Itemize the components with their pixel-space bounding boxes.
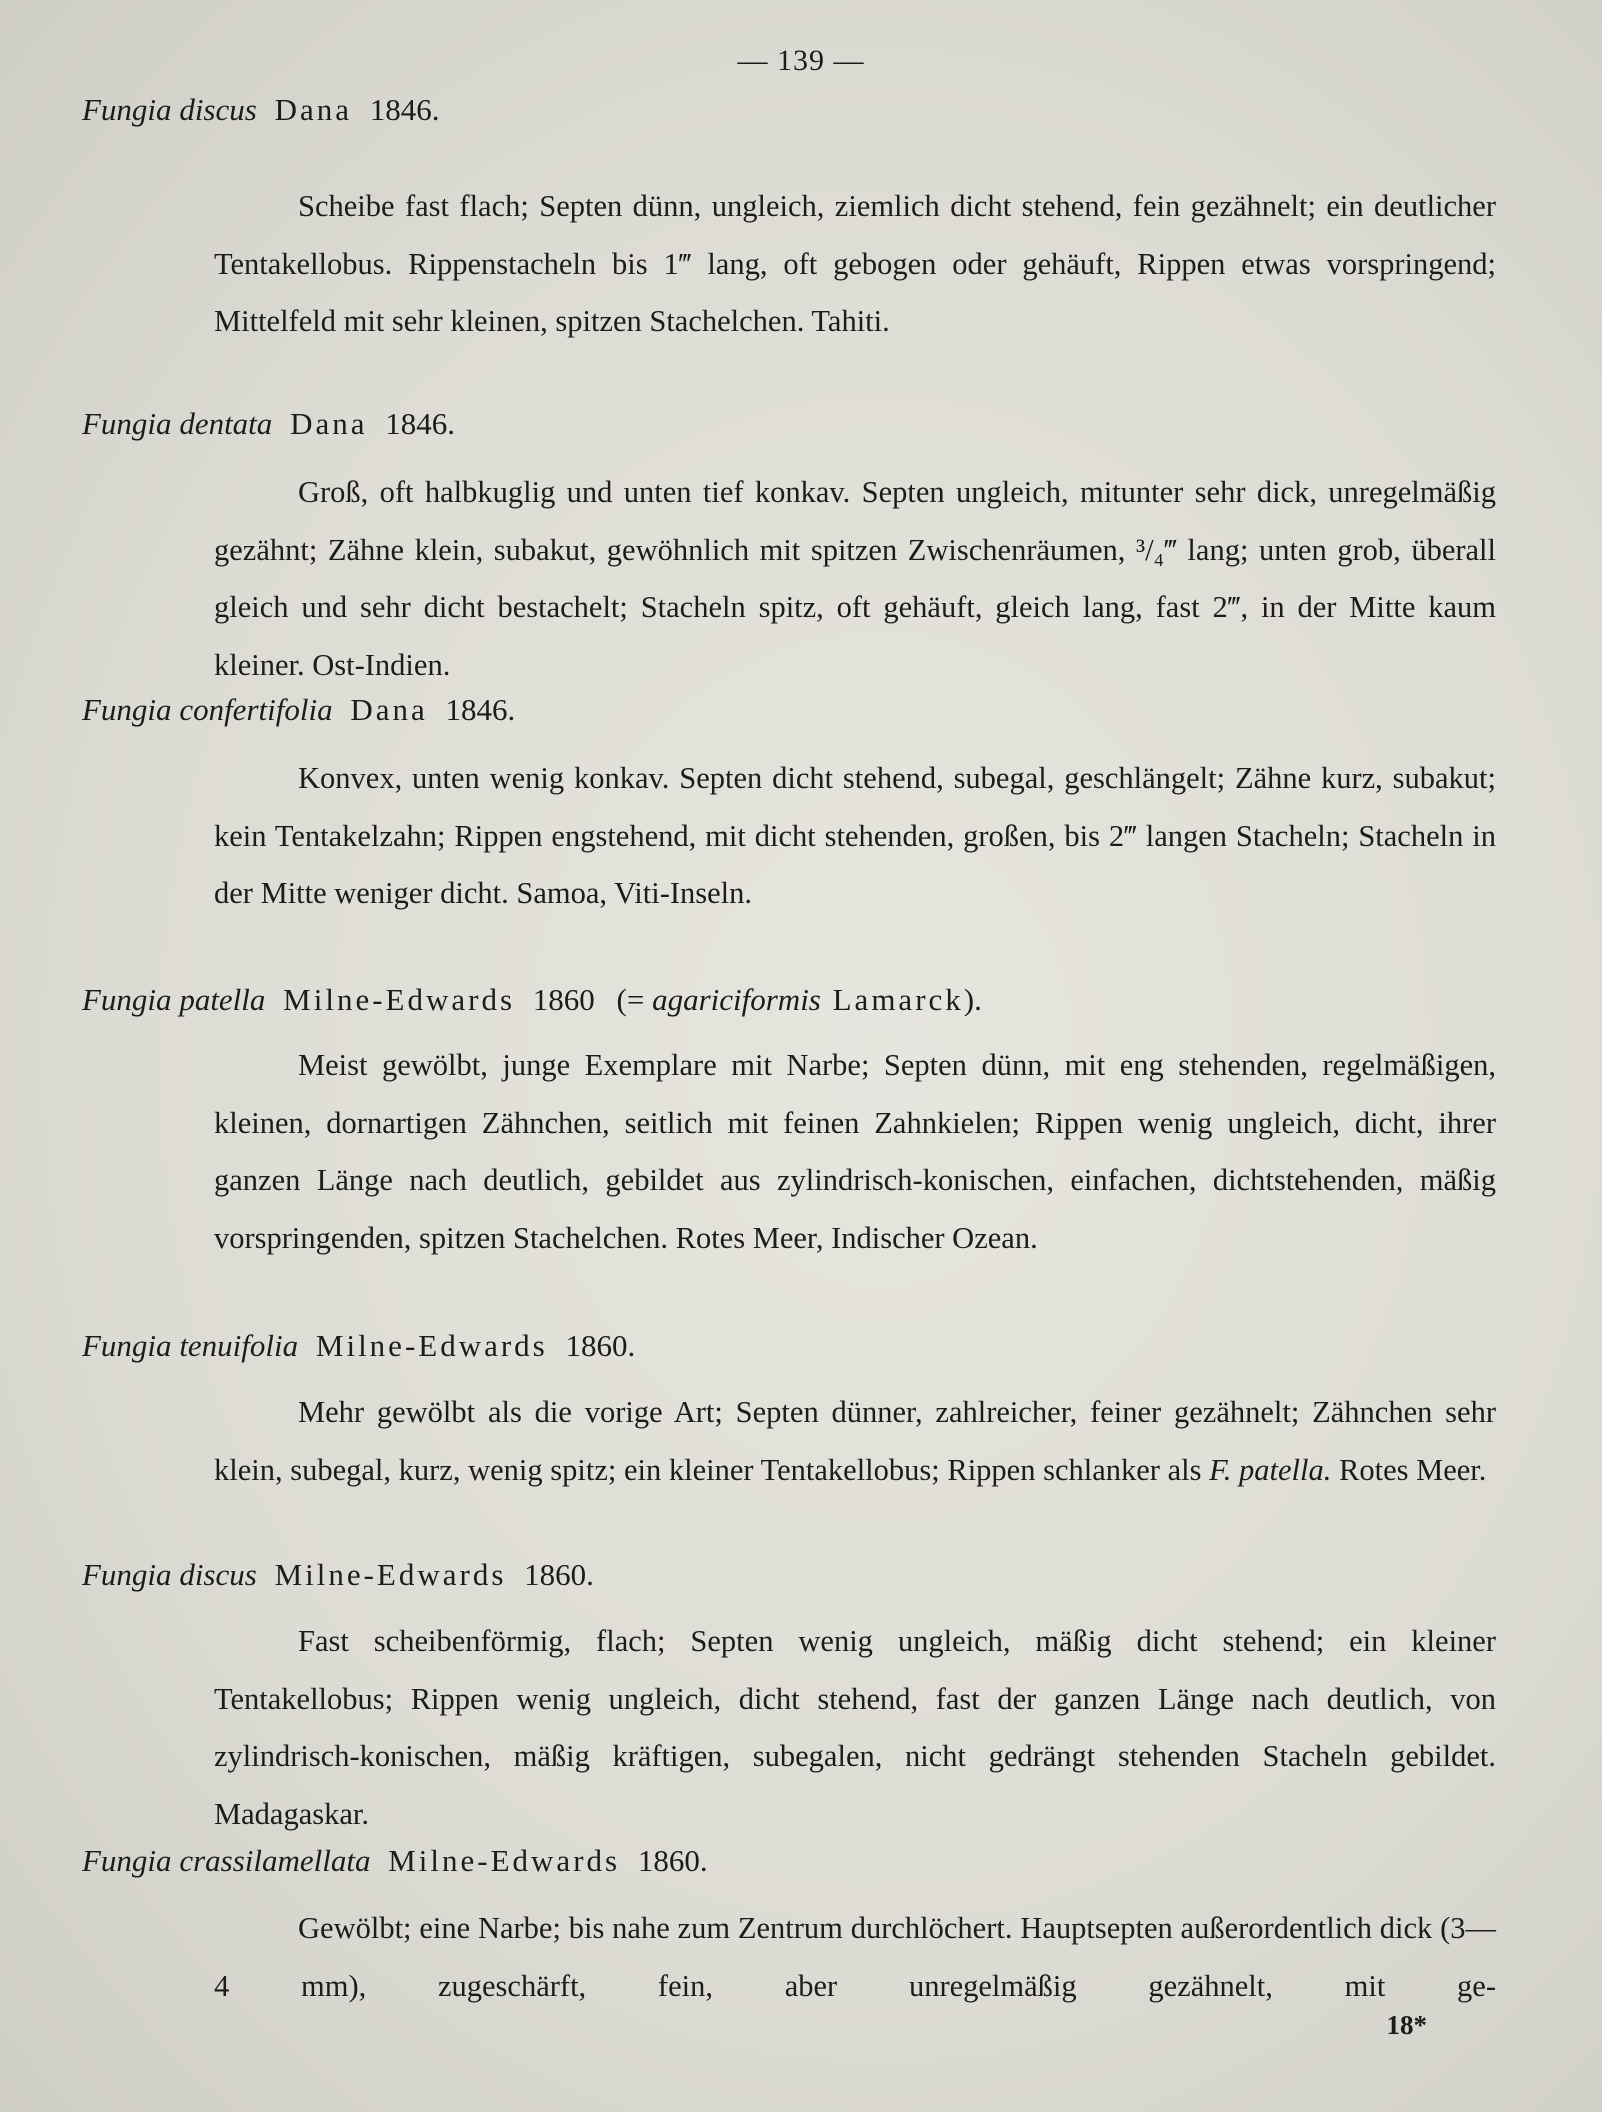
synonym-reference	[617, 982, 982, 1017]
species-epithet: discus	[179, 92, 257, 127]
paren-open: (=	[616, 982, 645, 1017]
author-name: Milne-Edwards	[283, 982, 516, 1017]
synonym-epithet: agariciformis	[652, 982, 821, 1017]
year: 1860.	[565, 1328, 636, 1363]
genus-name: Fungia	[82, 1328, 172, 1363]
species-heading	[82, 982, 982, 1018]
page-number: — 139 —	[737, 44, 865, 77]
author-name: Milne-Edwards	[315, 1328, 548, 1363]
species-reference: F. patella.	[1209, 1452, 1332, 1487]
synonym-author: Lamarck	[832, 982, 964, 1017]
author-name: Milne-Edwards	[274, 1557, 507, 1592]
species-description	[214, 1384, 1496, 1499]
year: 1860.	[524, 1557, 594, 1592]
author-name: Dana	[350, 692, 428, 727]
species-heading	[82, 406, 455, 442]
species-heading	[82, 692, 515, 728]
species-epithet: dentata	[179, 406, 273, 441]
year: 1860	[532, 982, 595, 1017]
species-description: Meist gewölbt, junge Exemplare mit Narbe; Septen dünn, mit eng stehenden, regelmäßigen, kleinen, dornartigen Zähnchen, seitlich mit feinen Zahnkielen; Rippen wenig ungleich, dicht, ihrer ganzen Länge nach deutlich, gebildet aus zylindrisch-konischen, einfachen, dichtstehenden, mäßig vorspringenden, spitzen Stachelchen. Rotes Meer, Indischer Ozean.	[214, 1048, 1496, 1255]
species-description: Gewölbt; eine Narbe; bis nahe zum Zentrum durchlöchert. Hauptsepten außerordentlich dick (3—4 mm), zugeschärft, fein, aber unregelmäßig gezähnelt, mit ge-	[214, 1911, 1496, 2003]
genus-name: Fungia	[82, 982, 172, 1017]
species-heading	[82, 1843, 708, 1879]
species-epithet: discus	[179, 1557, 257, 1592]
signature-mark: 18*	[1386, 2010, 1427, 2040]
species-description: Fast scheibenförmig, flach; Septen wenig ungleich, mäßig dicht stehend; ein kleiner Tentakellobus; Rippen wenig ungleich, dicht stehend, fast der ganzen Länge nach deutlich, von zylindrisch-konischen, mäßig kräftigen, subegalen, nicht gedrängt stehenden Stacheln gebildet. Madagaskar.	[214, 1624, 1496, 1831]
genus-name: Fungia	[82, 406, 172, 441]
year: 1846.	[445, 692, 516, 727]
genus-name: Fungia	[82, 1843, 172, 1878]
genus-name: Fungia	[82, 692, 172, 727]
description-text: Mehr gewölbt als die vorige Art; Septen dünner, zahlreicher, feiner gezähnelt; Zähnchen sehr klein, subegal, kurz, wenig spitz; ein kleiner Tentakellobus; Rippen schlanker als	[214, 1395, 1496, 1487]
species-description: Scheibe fast flach; Septen dünn, ungleich, ziemlich dicht stehend, fein gezähnelt; ein deutlicher Tentakellobus. Rippenstacheln bis 1‴ lang, oft gebogen oder gehäuft, Rippen etwas vorspringend; Mittelfeld mit sehr kleinen, spitzen Stachelchen. Tahiti.	[214, 189, 1496, 338]
species-description: Groß, oft halbkuglig und unten tief konkav. Septen ungleich, mitunter sehr dick, unregelmäßig gezähnt; Zähne klein, subakut, gewöhnlich mit spitzen Zwischenräumen, ³/₄‴ lang; unten grob, überall gleich und sehr dicht bestachelt; Stacheln spitz, oft gehäuft, gleich lang, fast 2‴, in der Mitte kaum kleiner. Ost-Indien.	[214, 475, 1496, 682]
species-epithet: tenuifolia	[179, 1328, 299, 1363]
genus-name: Fungia	[82, 1557, 172, 1592]
genus-name: Fungia	[82, 92, 172, 127]
author-name: Dana	[274, 92, 352, 127]
year: 1846.	[385, 406, 455, 441]
species-epithet: crassilamellata	[179, 1843, 371, 1878]
paren-close: ).	[963, 982, 982, 1017]
author-name: Milne-Edwards	[388, 1843, 621, 1878]
species-heading	[82, 1328, 635, 1364]
species-description: Konvex, unten wenig konkav. Septen dicht stehend, subegal, geschlängelt; Zähne kurz, subakut; kein Tentakelzahn; Rippen engstehend, mit dicht stehenden, großen, bis 2‴ langen Stacheln; Stacheln in der Mitte weniger dicht. Samoa, Viti-Inseln.	[214, 761, 1496, 910]
species-epithet: confertifolia	[179, 692, 333, 727]
description-text: Rotes Meer.	[1331, 1452, 1487, 1487]
author-name: Dana	[290, 406, 368, 441]
species-epithet: patella	[179, 982, 266, 1017]
year: 1846.	[369, 92, 440, 127]
species-heading	[82, 92, 439, 128]
year: 1860.	[637, 1843, 708, 1878]
species-heading	[82, 1557, 594, 1593]
